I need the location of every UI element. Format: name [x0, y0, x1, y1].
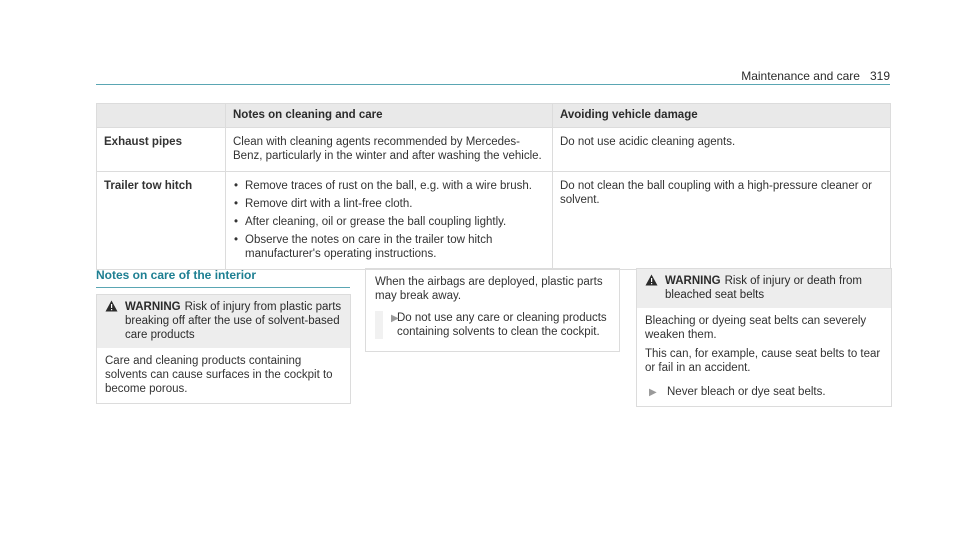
table-header-row — [97, 104, 891, 128]
table-header-damage: Avoiding vehicle damage — [553, 104, 891, 128]
header-section-title: Maintenance and care — [741, 69, 860, 83]
warning-body — [97, 348, 350, 403]
exhaust-damage-text: Do not use acidic cleaning agents. — [553, 128, 891, 172]
note-text: When the airbags are deployed, plastic parts may break away. — [375, 276, 603, 302]
warning-label: WARNING — [125, 301, 181, 313]
warning-triangle-icon — [645, 274, 658, 286]
instruction-text: Never bleach or dye seat belts. — [667, 386, 826, 398]
table-header-empty — [97, 104, 226, 128]
table-row — [97, 128, 891, 172]
exhaust-care-text: Clean with cleaning agents recommended by Mercedes-Benz, particularly in the winter and after washing the vehicle. — [226, 128, 553, 172]
page-number: 319 — [869, 69, 890, 83]
list-item: • After cleaning, oil or grease the ball coupling lightly. — [233, 215, 545, 229]
section-title-interior: Notes on care of the interior — [96, 268, 350, 288]
warning-body — [637, 308, 891, 406]
warning-triangle-icon — [105, 300, 118, 312]
list-item: • Observe the notes on care in the trailer tow hitch manufacturer's operating instructions. — [233, 233, 545, 261]
warning-label: WARNING — [665, 275, 721, 287]
page-header-text — [741, 69, 890, 83]
list-item: • Remove traces of rust on the ball, e.g. with a wire brush. — [233, 179, 545, 193]
arrow-right-icon: ▶ — [649, 387, 657, 398]
tow-hitch-care-list — [226, 172, 553, 270]
airbag-note-box — [365, 268, 620, 352]
tow-hitch-damage-text: Do not clean the ball coupling with a high-pressure cleaner or solvent. — [553, 172, 891, 270]
instruction-step — [645, 385, 883, 399]
instruction-text: Do not use any care or cleaning products containing solvents to clean the cockpit. — [397, 312, 607, 338]
header-rule — [96, 84, 890, 85]
warning-body-text: Care and cleaning products containing solvents can cause surfaces in the cockpit to become porous. — [105, 355, 333, 395]
table-row — [97, 172, 891, 270]
row-label-exhaust-pipes: Exhaust pipes — [97, 128, 226, 172]
row-label-trailer-tow-hitch: Trailer tow hitch — [97, 172, 226, 270]
arrow-right-icon: ▶ — [391, 313, 399, 324]
warning-header — [97, 295, 350, 348]
warning-box-solvent — [96, 294, 351, 404]
warning-body-text: Bleaching or dyeing seat belts can severely weaken them. — [645, 315, 867, 341]
warning-box-seat-belts — [636, 268, 892, 407]
warning-text: Risk of injury or death from bleached seat belts — [665, 275, 863, 301]
warning-body-text: This can, for example, cause seat belts to tear or fail in an accident. — [645, 348, 881, 374]
care-table — [96, 103, 891, 270]
table-header-care: Notes on cleaning and care — [226, 104, 553, 128]
instruction-step — [375, 311, 610, 339]
warning-header — [637, 269, 891, 308]
list-item: • Remove dirt with a lint-free cloth. — [233, 197, 545, 211]
warning-text: Risk of injury from plastic parts breaking off after the use of solvent-based care products — [125, 301, 342, 341]
